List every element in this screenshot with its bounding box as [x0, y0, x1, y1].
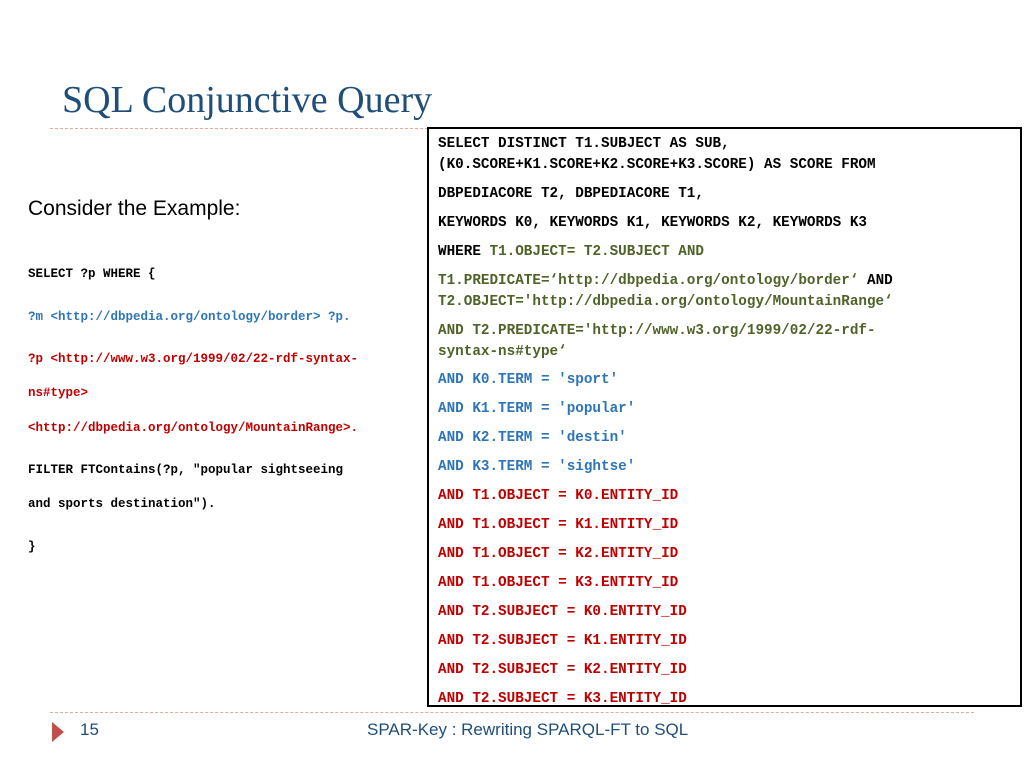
- sql-line: DBPEDIACORE T2, DBPEDIACORE T1,: [438, 186, 704, 202]
- sql-join-line: AND T1.OBJECT = K1.ENTITY_ID: [438, 517, 679, 533]
- sql-line: (K0.SCORE+K1.SCORE+K2.SCORE+K3.SCORE) AS SCORE FROM: [438, 157, 876, 173]
- sparql-line: }: [28, 540, 36, 554]
- sparql-line: ?m <http://dbpedia.org/ontology/border> ?p.: [28, 310, 351, 324]
- sql-line: KEYWORDS K0, KEYWORDS K1, KEYWORDS K2, KEYWORDS K3: [438, 215, 867, 231]
- sql-line: AND T2.PREDICATE='http://www.w3.org/1999/02/22-rdf-: [438, 323, 876, 339]
- sql-line: SELECT DISTINCT T1.SUBJECT AS SUB,: [438, 136, 730, 152]
- sql-join-line: AND T2.SUBJECT = K1.ENTITY_ID: [438, 633, 687, 649]
- sql-join-line: AND T2.SUBJECT = K0.ENTITY_ID: [438, 604, 687, 620]
- footer-divider: [50, 712, 974, 713]
- consider-label: Consider the Example:: [28, 197, 241, 220]
- triangle-right-icon: [52, 722, 64, 742]
- sql-join-line: AND T1.OBJECT = K2.ENTITY_ID: [438, 546, 679, 562]
- sql-where-condition: T1.OBJECT= T2.SUBJECT AND: [480, 244, 704, 260]
- sql-line: [438, 242, 704, 262]
- sparql-line: <http://dbpedia.org/ontology/MountainRange>.: [28, 421, 359, 435]
- sql-line: T2.OBJECT='http://dbpedia.org/ontology/MountainRange‘: [438, 294, 893, 310]
- footer-text: SPAR-Key : Rewriting SPARQL-FT to SQL: [367, 720, 689, 739]
- sql-term-line: AND K2.TERM = 'destin': [438, 430, 627, 446]
- sql-where-keyword: WHERE: [438, 244, 481, 260]
- sql-term-line: AND K3.TERM = 'sightse': [438, 459, 636, 475]
- sparql-line: SELECT ?p WHERE {: [28, 267, 156, 281]
- sql-join-line: AND T2.SUBJECT = K2.ENTITY_ID: [438, 662, 687, 678]
- sql-line: syntax-ns#type‘: [438, 344, 567, 360]
- title-divider: [50, 128, 428, 129]
- sparql-line: ns#type>: [28, 386, 89, 400]
- sql-term-line: AND K0.TERM = 'sport': [438, 372, 619, 388]
- sql-term-line: AND K1.TERM = 'popular': [438, 401, 636, 417]
- sql-predicate-condition: T1.PREDICATE=‘http://dbpedia.org/ontology/border‘: [438, 273, 859, 289]
- sql-line: [438, 271, 893, 291]
- slide-title: SQL Conjunctive Query: [62, 79, 433, 121]
- sparql-line: ?p <http://www.w3.org/1999/02/22-rdf-syntax-: [28, 352, 359, 366]
- sql-and-keyword: AND: [858, 273, 893, 289]
- sparql-line: FILTER FTContains(?p, "popular sightseeing: [28, 463, 344, 477]
- sql-join-line: AND T2.SUBJECT = K3.ENTITY_ID: [438, 691, 687, 707]
- sql-join-line: AND T1.OBJECT = K3.ENTITY_ID: [438, 575, 679, 591]
- sql-join-line: AND T1.OBJECT = K0.ENTITY_ID: [438, 488, 679, 504]
- sql-query-box: [427, 127, 1022, 707]
- sparql-line: and sports destination").: [28, 497, 216, 511]
- page-number: 15: [80, 720, 99, 739]
